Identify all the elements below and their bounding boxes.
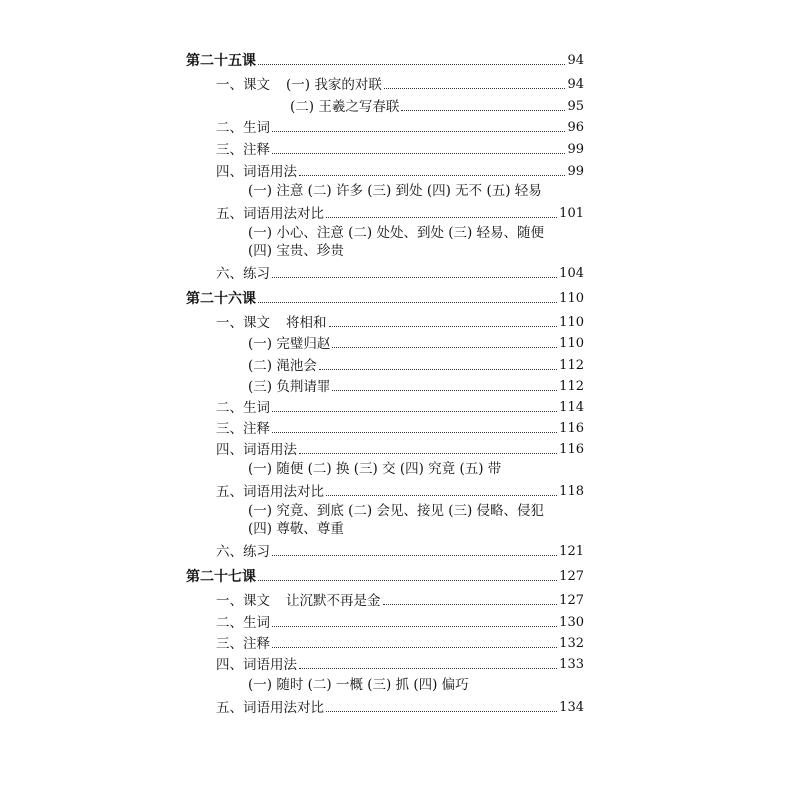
leader-dots (272, 555, 557, 556)
lesson-title: 第二十五课 (186, 53, 256, 69)
leader-dots (258, 302, 557, 303)
lesson-title: 第二十七课 (186, 569, 256, 585)
usage-detail: (一) 随时 (二) 一概 (三) 抓 (四) 偏巧 (248, 677, 469, 693)
section-label: 三、注释 (216, 421, 270, 437)
section-label: 五、词语用法对比 (216, 700, 324, 716)
section-label: (二) 渑池会 (248, 358, 317, 374)
leader-dots (332, 390, 557, 391)
toc-entry (216, 139, 584, 159)
page-number: 96 (567, 120, 584, 135)
page-number: 95 (567, 99, 584, 114)
section-label: 五、词语用法对比 (216, 484, 324, 500)
page-number: 116 (559, 421, 584, 436)
section-subtitle: (一) 我家的对联 (286, 77, 382, 93)
leader-dots (326, 217, 557, 218)
leader-dots (383, 604, 558, 605)
section-label: (一) 完璧归赵 (248, 336, 331, 352)
toc-entry (216, 397, 584, 417)
page-number: 99 (567, 142, 584, 157)
toc-entry (216, 612, 584, 632)
page-number: 104 (559, 266, 584, 281)
comparison-detail: (一) 小心、注意 (二) 处处、到处 (三) 轻易、随便 (248, 225, 545, 241)
toc-entry (216, 312, 584, 332)
page-number: 110 (559, 336, 584, 351)
toc-entry (248, 376, 584, 396)
toc-entry (216, 418, 584, 438)
section-label: 二、生词 (216, 120, 270, 136)
leader-dots (326, 495, 557, 496)
leader-dots (401, 110, 565, 111)
page-number: 127 (559, 569, 584, 584)
section-subtitle: 将相和 (286, 315, 327, 331)
page-number: 121 (559, 544, 584, 559)
toc-lesson-27 (186, 566, 584, 586)
section-label: 五、词语用法对比 (216, 206, 324, 222)
comparison-detail: (一) 究竟、到底 (二) 会见、接见 (三) 侵略、侵犯 (248, 503, 545, 519)
toc-entry (216, 481, 584, 501)
toc-entry (216, 439, 584, 459)
page-number: 94 (567, 77, 584, 92)
toc-entry (216, 263, 584, 283)
leader-dots (258, 64, 565, 65)
section-label: 四、词语用法 (216, 442, 297, 458)
comparison-detail: (四) 尊敬、尊重 (248, 521, 344, 537)
leader-dots (332, 347, 557, 348)
leader-dots (384, 88, 566, 89)
toc-lesson-25 (186, 50, 584, 70)
page-number: 132 (559, 636, 584, 651)
usage-detail: (一) 注意 (二) 许多 (三) 到处 (四) 无不 (五) 轻易 (248, 183, 542, 199)
page-number: 99 (567, 164, 584, 179)
section-label: 二、生词 (216, 615, 270, 631)
toc-entry (248, 333, 584, 353)
toc-entry (248, 355, 584, 375)
leader-dots (329, 326, 558, 327)
section-label: 一、课文 (216, 77, 270, 93)
section-subtitle: 让沉默不再是金 (286, 593, 381, 609)
toc-entry (216, 654, 584, 674)
page-number: 116 (559, 442, 584, 457)
toc-entry (290, 96, 584, 116)
leader-dots (272, 432, 557, 433)
toc-entry (216, 541, 584, 561)
page-number: 134 (559, 700, 584, 715)
section-label: 三、注释 (216, 636, 270, 652)
section-label: 二、生词 (216, 400, 270, 416)
leader-dots (299, 668, 557, 669)
section-label: 四、词语用法 (216, 657, 297, 673)
section-label: 四、词语用法 (216, 164, 297, 180)
page-number: 112 (559, 358, 584, 373)
page-number: 118 (559, 484, 584, 499)
section-label: 一、课文 (216, 315, 270, 331)
leader-dots (258, 580, 557, 581)
leader-dots (272, 153, 565, 154)
leader-dots (319, 369, 557, 370)
leader-dots (272, 131, 565, 132)
lesson-title: 第二十六课 (186, 291, 256, 307)
comparison-detail: (四) 宝贵、珍贵 (248, 243, 344, 259)
toc-lesson-26 (186, 288, 584, 308)
page-number: 114 (559, 400, 584, 415)
section-label: (二) 王羲之写春联 (290, 99, 400, 115)
page-number: 110 (559, 315, 584, 330)
leader-dots (272, 411, 557, 412)
page-number: 101 (559, 206, 584, 221)
page-number: 94 (567, 53, 584, 68)
leader-dots (272, 647, 557, 648)
leader-dots (299, 453, 557, 454)
section-label: 六、练习 (216, 544, 270, 560)
toc-entry (216, 203, 584, 223)
page-number: 112 (559, 379, 584, 394)
toc-entry (216, 117, 584, 137)
leader-dots (272, 277, 557, 278)
section-label: 一、课文 (216, 593, 270, 609)
leader-dots (299, 175, 565, 176)
page-number: 130 (559, 615, 584, 630)
leader-dots (326, 711, 557, 712)
usage-detail: (一) 随便 (二) 换 (三) 交 (四) 究竟 (五) 带 (248, 461, 502, 477)
page-number: 110 (559, 291, 584, 306)
page-number: 133 (559, 657, 584, 672)
toc-entry (216, 74, 584, 94)
leader-dots (272, 626, 557, 627)
toc-entry (216, 590, 584, 610)
page-number: 127 (559, 593, 584, 608)
toc-entry (216, 161, 584, 181)
section-label: 六、练习 (216, 266, 270, 282)
section-label: 三、注释 (216, 142, 270, 158)
toc-entry (216, 633, 584, 653)
section-label: (三) 负荆请罪 (248, 379, 331, 395)
toc-entry (216, 697, 584, 717)
